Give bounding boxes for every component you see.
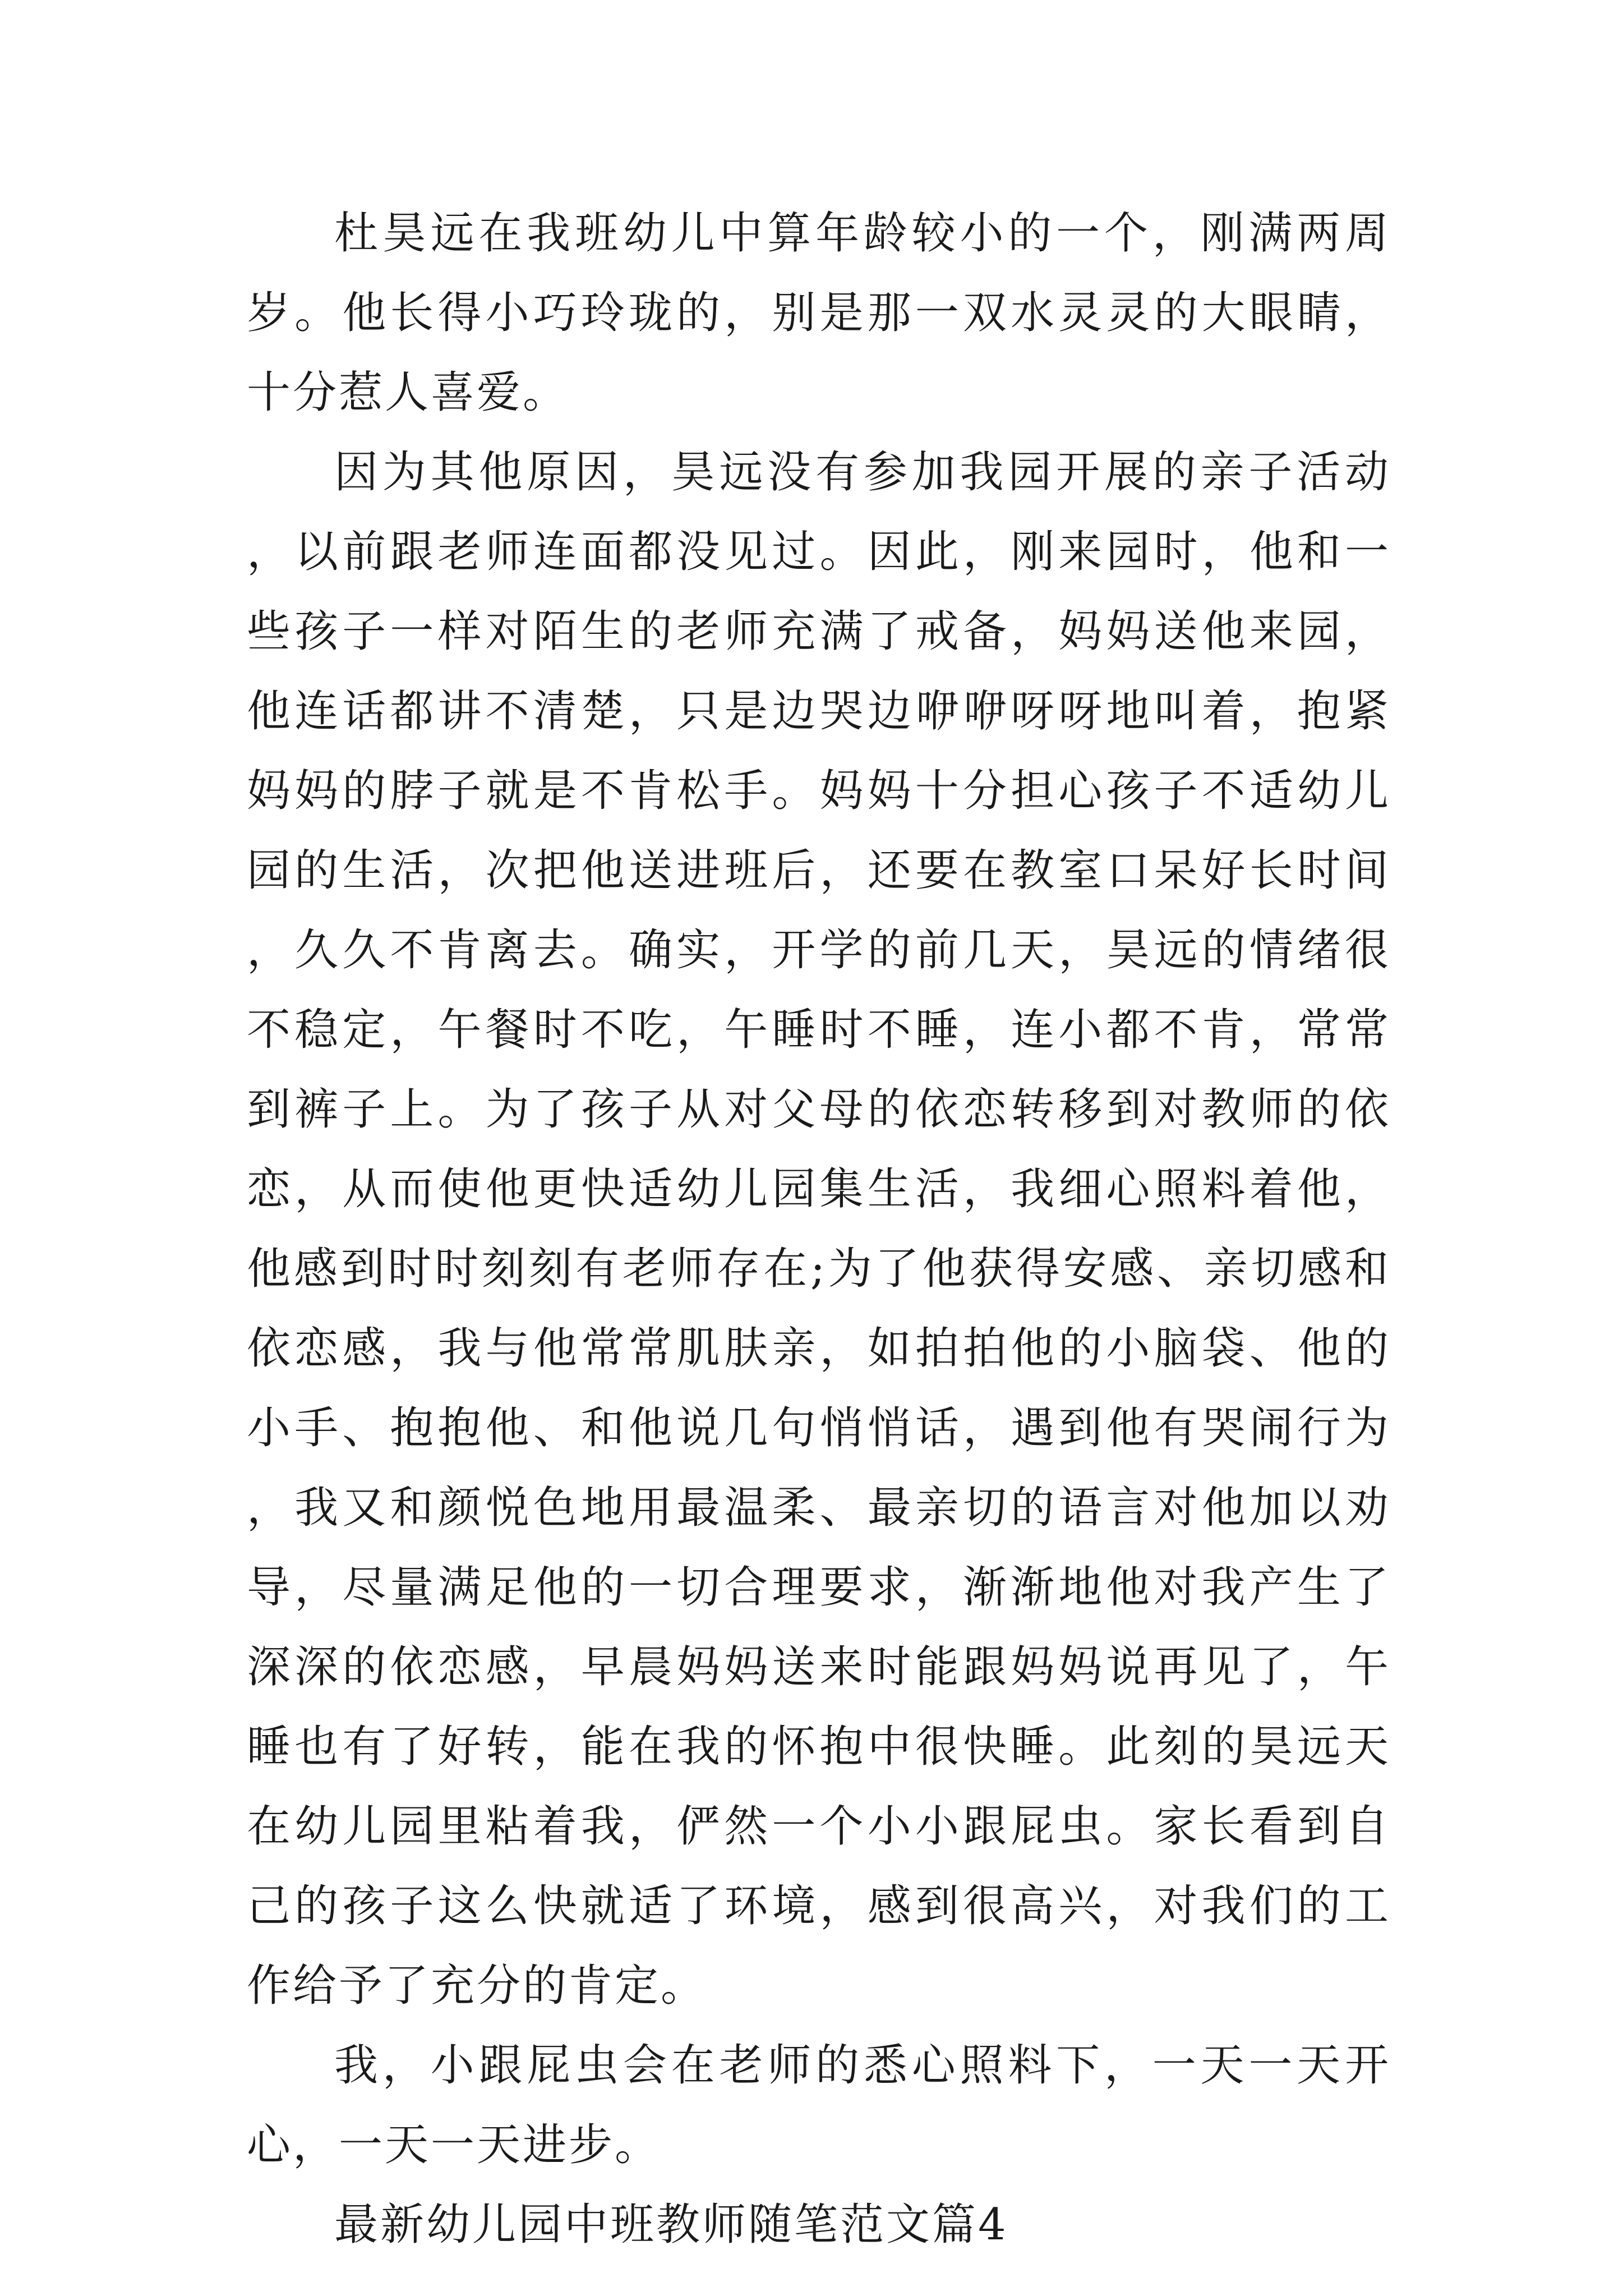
paragraph-intro: 杜昊远在我班幼儿中算年龄较小的一个，刚满两周岁。他长得小巧玲珑的，别是那一双水灵灵的大眼睛，十分惹人喜爱。 bbox=[247, 208, 1391, 418]
paragraph-story: 因为其他原因，昊远没有参加我园开展的亲子活动，以前跟老师连面都没见过。因此，刚来园时，他和一些孩子一样对陌生的老师充满了戒备，妈妈送他来园，他连话都讲不清楚，只是边哭边咿咿呀呀地叫着，抱紧妈妈的脖子就是不肯松手。妈妈十分担心孩子不适幼儿园的生活，次把他送进班后，还要在教室口呆好长时间，久久不肯离去。确实，开学的前几天，昊远的情绪很不稳定，午餐时不吃，午睡时不睡，连小都不肯，常常到裤子上。为了孩子从对父母的依恋转移到对教师的依恋，从而使他更快适幼儿园集生活，我细心照料着他，他感到时时刻刻有老师存在;为了他获得安感、亲切感和依恋感，我与他常常肌肤亲，如拍拍他的小脑袋、他的小手、抱抱他、和他说几句悄悄话，遇到他有哭闹行为，我又和颜悦色地用最温柔、最亲切的语言对他加以劝导，尽量满足他的一切合理要求，渐渐地他对我产生了深深的依恋感，早晨妈妈送来时能跟妈妈说再见了，午睡也有了好转，能在我的怀抱中很快睡。此刻的昊远天在幼儿园里粘着我，俨然一个小小跟屁虫。家长看到自己的孩子这么快就适了环境，感到很高兴，对我们的工作给予了充分的肯定。 bbox=[247, 447, 1391, 2011]
paragraph-conclusion: 我，小跟屁虫会在老师的悉心照料下，一天一天开心，一天一天进步。 bbox=[247, 2040, 1391, 2170]
section-heading: 最新幼儿园中班教师随笔范文篇4 bbox=[334, 2200, 1008, 2250]
document-body bbox=[247, 194, 1391, 2265]
